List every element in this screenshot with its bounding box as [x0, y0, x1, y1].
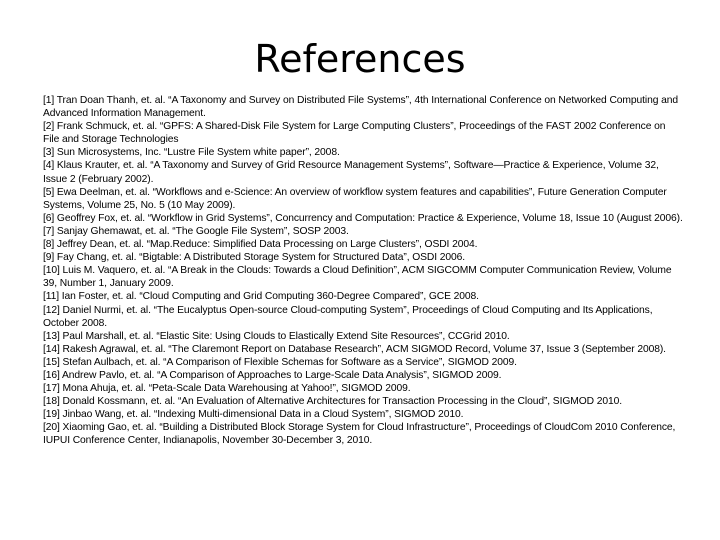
reference-item: [14] Rakesh Agrawal, et. al. “The Claremont Report on Database Research”, ACM SIGMOD Record, Volume 37, Issue 3 (September 2008).: [43, 343, 666, 355]
reference-item: [13] Paul Marshall, et. al. “Elastic Site: Using Clouds to Elastically Extend Site Resources”, CCGrid 2010.: [43, 330, 510, 342]
reference-item: [7] Sanjay Ghemawat, et. al. “The Google File System”, SOSP 2003.: [43, 225, 349, 237]
reference-item: [2] Frank Schmuck, et. al. “GPFS: A Shared-Disk File System for Large Computing Clusters”, Proceedings of the FAST 2002 Conference on File and Storage Technologies: [43, 121, 666, 146]
reference-item: [5] Ewa Deelman, et. al. “Workflows and e-Science: An overview of workflow system features and capabilities”, Future Generation Computer Systems, Volume 25, No. 5 (10 May 2009).: [43, 186, 667, 211]
reference-item: [20] Xiaoming Gao, et. al. “Building a Distributed Block Storage System for Cloud Infrastructure”, Proceedings of CloudCom 2010 Conference, IUPUI Conference Center, Indianapolis, November 30-December 3, 2010.: [43, 422, 676, 447]
reference-list: [43, 94, 683, 448]
reference-item: [11] Ian Foster, et. al. “Cloud Computing and Grid Computing 360-Degree Compared”, GCE 2008.: [43, 291, 479, 303]
reference-item: [4] Klaus Krauter, et. al. “A Taxonomy and Survey of Grid Resource Management Systems”, Software—Practice & Experience, Volume 32, Issue 2 (February 2002).: [43, 160, 659, 185]
reference-item: [3] Sun Microsystems, Inc. “Lustre File System white paper”, 2008.: [43, 147, 340, 159]
reference-item: [16] Andrew Pavlo, et. al. “A Comparison of Approaches to Large-Scale Data Analysis”, SIGMOD 2009.: [43, 369, 502, 381]
reference-item: [6] Geoffrey Fox, et. al. “Workflow in Grid Systems”, Concurrency and Computation: Practice & Experience, Volume 18, Issue 10 (August 2006).: [43, 212, 683, 224]
reference-item: [15] Stefan Aulbach, et. al. “A Comparison of Flexible Schemas for Software as a Service”, SIGMOD 2009.: [43, 356, 517, 368]
reference-item: [18] Donald Kossmann, et. al. “An Evaluation of Alternative Architectures for Transaction Processing in the Cloud”, SIGMOD 2010.: [43, 396, 623, 408]
reference-item: [1] Tran Doan Thanh, et. al. “A Taxonomy and Survey on Distributed File Systems”, 4th International Conference on Networked Computing and Advanced Information Management.: [43, 95, 678, 120]
reference-item: [9] Fay Chang, et. al. “Bigtable: A Distributed Storage System for Structured Data”, OSDI 2006.: [43, 252, 466, 264]
reference-item: [12] Daniel Nurmi, et. al. “The Eucalyptus Open-source Cloud-computing System”, Proceedings of Cloud Computing and Its Applications, October 2008.: [43, 304, 653, 329]
reference-item: [8] Jeffrey Dean, et. al. “Map.Reduce: Simplified Data Processing on Large Clusters”, OSDI 2004.: [43, 239, 478, 251]
reference-item: [19] Jinbao Wang, et. al. “Indexing Multi-dimensional Data in a Cloud System”, SIGMOD 2010.: [43, 409, 464, 421]
reference-item: [10] Luis M. Vaquero, et. al. “A Break in the Clouds: Towards a Cloud Definition”, ACM SIGCOMM Computer Communication Review, Volume 39, Number 1, January 2009.: [43, 265, 672, 290]
slide-title: References: [254, 37, 466, 81]
reference-item: [17] Mona Ahuja, et. al. “Peta-Scale Data Warehousing at Yahoo!”, SIGMOD 2009.: [43, 383, 411, 395]
